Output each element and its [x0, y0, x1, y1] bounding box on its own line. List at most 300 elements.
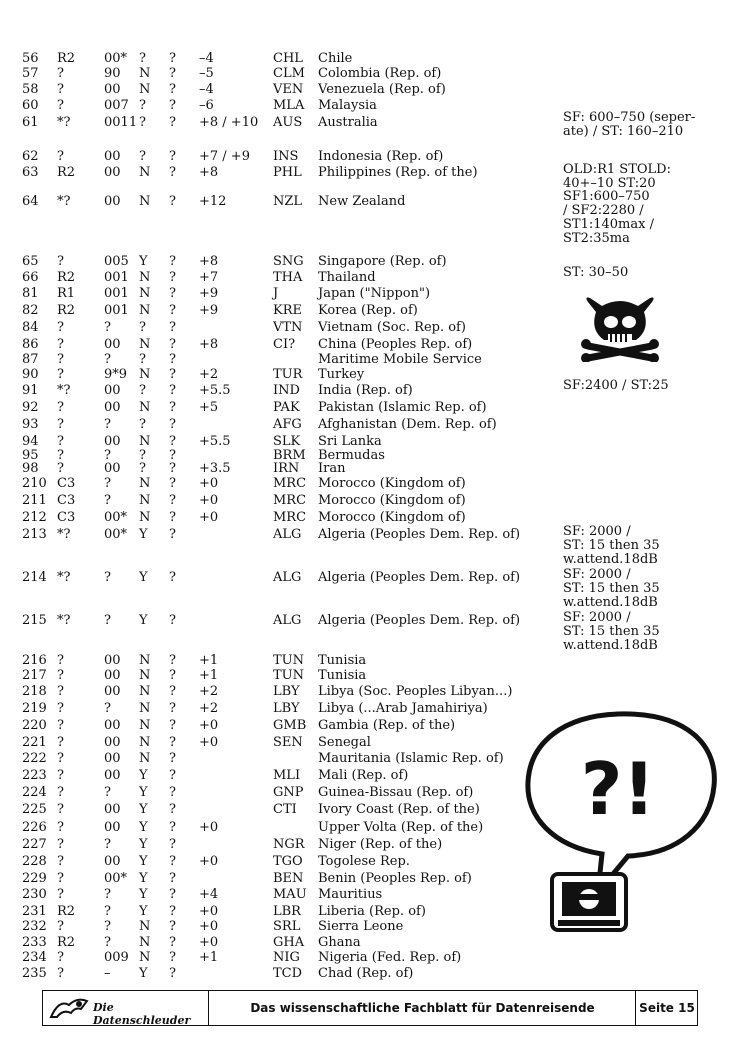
cell-cls: ? [57, 434, 64, 449]
cell-yn: N [139, 510, 151, 525]
note-thailand: ST: 30–50 [563, 265, 629, 280]
cell-code: 00 [104, 461, 121, 476]
cell-abbr: AUS [273, 115, 303, 130]
cell-abbr: NGR [273, 837, 305, 852]
cell-num: 229 [22, 871, 47, 886]
cell-off: +8 [199, 254, 219, 269]
cell-q: ? [169, 854, 176, 869]
cell-off: +2 [199, 701, 219, 716]
cell-num: 213 [22, 527, 47, 542]
cell-cls: ? [57, 871, 64, 886]
cell-q: ? [169, 653, 176, 668]
cell-cls: C3 [57, 510, 76, 525]
cell-abbr: BEN [273, 871, 304, 886]
cell-yn: N [139, 701, 151, 716]
cell-code: ? [104, 352, 111, 367]
cell-cls: ? [57, 837, 64, 852]
cell-code: ? [104, 493, 111, 508]
cell-abbr: CI? [273, 337, 296, 352]
cell-code: ? [104, 919, 111, 934]
cell-name: China (Peoples Rep. of) [318, 337, 473, 352]
cell-name: Maritime Mobile Service [318, 352, 482, 367]
cell-abbr: VEN [273, 82, 304, 97]
cell-num: 61 [22, 115, 39, 130]
cell-q: ? [169, 904, 176, 919]
cell-name: Korea (Rep. of) [318, 303, 418, 318]
cell-yn: Y [139, 966, 148, 981]
cell-abbr: ALG [273, 570, 302, 585]
cell-num: 82 [22, 303, 39, 318]
cell-code: ? [104, 320, 111, 335]
cell-off: +0 [199, 493, 219, 508]
cell-name: Mauritania (Islamic Rep. of) [318, 751, 504, 766]
cell-yn: N [139, 684, 151, 699]
cell-yn: N [139, 653, 151, 668]
cell-name: Libya (Soc. Peoples Libyan...) [318, 684, 513, 699]
cell-off: +0 [199, 735, 219, 750]
cell-off: +12 [199, 194, 227, 209]
cell-yn: N [139, 476, 151, 491]
cell-num: 92 [22, 400, 39, 415]
cell-off: +0 [199, 820, 219, 835]
cell-abbr: TUN [273, 653, 305, 668]
cell-abbr: PHL [273, 165, 302, 180]
cell-name: Morocco (Kingdom of) [318, 493, 466, 508]
cell-code: 00 [104, 434, 121, 449]
cell-code: 00 [104, 668, 121, 683]
cell-off: –5 [199, 66, 214, 81]
cell-name: Algeria (Peoples Dem. Rep. of) [318, 570, 521, 585]
cell-abbr: ALG [273, 613, 302, 628]
cell-cls: ? [57, 684, 64, 699]
cell-abbr: CLM [273, 66, 305, 81]
cell-yn: ? [139, 383, 146, 398]
cell-yn: N [139, 735, 151, 750]
cell-code: 00 [104, 165, 121, 180]
cell-off: +8 [199, 337, 219, 352]
cell-num: 60 [22, 98, 39, 113]
cell-q: ? [169, 966, 176, 981]
cell-code: 00* [104, 527, 128, 542]
cell-code: 00* [104, 510, 128, 525]
cell-name: Benin (Peoples Rep. of) [318, 871, 472, 886]
cell-abbr: J [273, 286, 279, 301]
cell-q: ? [169, 785, 176, 800]
cell-code: 009 [104, 950, 129, 965]
cell-cls: ? [57, 950, 64, 965]
cell-abbr: SEN [273, 735, 303, 750]
cell-cls: R2 [57, 270, 76, 285]
cell-cls: ? [57, 802, 64, 817]
cell-abbr: MRC [273, 510, 307, 525]
cell-num: 87 [22, 352, 39, 367]
cell-off: +0 [199, 718, 219, 733]
cell-abbr: SNG [273, 254, 304, 269]
skull-crossbones-icon [580, 296, 660, 362]
cell-cls: ? [57, 668, 64, 683]
cell-q: ? [169, 254, 176, 269]
cell-num: 234 [22, 950, 47, 965]
cell-cls: C3 [57, 493, 76, 508]
cell-off: +0 [199, 919, 219, 934]
cell-yn: Y [139, 570, 148, 585]
cell-yn: N [139, 286, 151, 301]
cell-code: ? [104, 935, 111, 950]
cell-abbr: PAK [273, 400, 300, 415]
cell-name: Indonesia (Rep. of) [318, 149, 444, 164]
cell-cls: *? [57, 194, 71, 209]
cell-code: 0011 [104, 115, 138, 130]
cell-abbr: TUR [273, 367, 303, 382]
cell-code: 00 [104, 149, 121, 164]
note-algeria-213: SF: 2000 / ST: 15 then 35 w.attend.18dB [563, 524, 660, 567]
cell-num: 232 [22, 919, 47, 934]
note-india: SF:2400 / ST:25 [563, 378, 669, 393]
cell-cls: ? [57, 461, 64, 476]
cell-cls: ? [57, 337, 64, 352]
cell-code: 007 [104, 98, 129, 113]
cell-code: ? [104, 887, 111, 902]
cell-abbr: MLI [273, 768, 301, 783]
cell-name: Togolese Rep. [318, 854, 410, 869]
page-footer [42, 990, 698, 1026]
cell-name: Mali (Rep. of) [318, 768, 409, 783]
cell-yn: Y [139, 613, 148, 628]
cell-abbr: SLK [273, 434, 301, 449]
cell-q: ? [169, 149, 176, 164]
cell-q: ? [169, 871, 176, 886]
cell-cls: ? [57, 254, 64, 269]
cell-name: Tunisia [318, 653, 367, 668]
cell-cls: ? [57, 653, 64, 668]
cell-name: Afghanistan (Dem. Rep. of) [318, 417, 497, 432]
cell-code: 00* [104, 871, 128, 886]
cell-yn: Y [139, 527, 148, 542]
speech-bubble-cartoon [518, 706, 723, 936]
cell-num: 226 [22, 820, 47, 835]
cell-q: ? [169, 735, 176, 750]
cell-cls: ? [57, 448, 64, 463]
cell-off: +1 [199, 668, 219, 683]
cell-off: +5 [199, 400, 219, 415]
cell-off: +0 [199, 935, 219, 950]
cell-off: +1 [199, 950, 219, 965]
cell-yn: N [139, 718, 151, 733]
cell-code: 001 [104, 270, 129, 285]
cell-q: ? [169, 98, 176, 113]
cell-code: 00 [104, 735, 121, 750]
cell-abbr: ALG [273, 527, 302, 542]
cell-num: 222 [22, 751, 47, 766]
cell-q: ? [169, 320, 176, 335]
cell-abbr: CHL [273, 51, 303, 66]
cell-abbr: LBR [273, 904, 301, 919]
cell-q: ? [169, 751, 176, 766]
cell-abbr: MRC [273, 476, 307, 491]
cell-abbr: CTI [273, 802, 297, 817]
cell-q: ? [169, 400, 176, 415]
speech-text: ?! [580, 747, 656, 831]
cell-off: –4 [199, 82, 214, 97]
cell-name: Bermudas [318, 448, 385, 463]
cell-num: 66 [22, 270, 39, 285]
cell-cls: *? [57, 383, 71, 398]
cell-abbr: AFG [273, 417, 302, 432]
cell-yn: ? [139, 149, 146, 164]
cell-q: ? [169, 286, 176, 301]
cell-off: +9 [199, 286, 219, 301]
cell-yn: ? [139, 320, 146, 335]
cell-name: Venezuela (Rep. of) [318, 82, 446, 97]
cell-q: ? [169, 493, 176, 508]
cell-code: ? [104, 785, 111, 800]
cell-cls: R2 [57, 904, 76, 919]
cell-cls: ? [57, 785, 64, 800]
cell-abbr: LBY [273, 701, 300, 716]
footer-tagline: Das wissenschaftliche Fachblatt für Datenreisende [210, 991, 636, 1025]
cell-name: Singapore (Rep. of) [318, 254, 447, 269]
cell-q: ? [169, 352, 176, 367]
cell-num: 58 [22, 82, 39, 97]
cell-yn: N [139, 751, 151, 766]
cell-abbr: TGO [273, 854, 303, 869]
cell-num: 63 [22, 165, 39, 180]
cell-num: 235 [22, 966, 47, 981]
cell-code: 00 [104, 751, 121, 766]
cell-name: Niger (Rep. of the) [318, 837, 443, 852]
cell-off: +7 / +9 [199, 149, 250, 164]
cell-cls: ? [57, 919, 64, 934]
cell-off: +5.5 [199, 434, 231, 449]
cell-name: Chile [318, 51, 353, 66]
cell-abbr: MLA [273, 98, 305, 113]
cell-code: ? [104, 837, 111, 852]
cell-name: Colombia (Rep. of) [318, 66, 442, 81]
cell-name: India (Rep. of) [318, 383, 413, 398]
cell-num: 65 [22, 254, 39, 269]
cell-q: ? [169, 337, 176, 352]
publication-logo: Die Datenschleuder [43, 991, 209, 1025]
cell-q: ? [169, 887, 176, 902]
cell-yn: N [139, 270, 151, 285]
cell-code: 001 [104, 303, 129, 318]
cell-num: 230 [22, 887, 47, 902]
cell-abbr: GHA [273, 935, 305, 950]
cell-off: +2 [199, 367, 219, 382]
cell-code: 00 [104, 400, 121, 415]
cell-num: 95 [22, 448, 39, 463]
cell-name: Malaysia [318, 98, 377, 113]
cell-code: 00 [104, 653, 121, 668]
cell-name: Philippines (Rep. of the) [318, 165, 478, 180]
cell-num: 93 [22, 417, 39, 432]
cell-cls: *? [57, 115, 71, 130]
cell-off: +7 [199, 270, 219, 285]
cell-yn: N [139, 303, 151, 318]
cell-q: ? [169, 613, 176, 628]
cell-abbr: BRM [273, 448, 306, 463]
cell-yn: N [139, 82, 151, 97]
cell-abbr: INS [273, 149, 299, 164]
cell-yn: Y [139, 854, 148, 869]
cell-yn: Y [139, 768, 148, 783]
cell-yn: N [139, 919, 151, 934]
cell-code: 00 [104, 82, 121, 97]
cell-cls: C3 [57, 476, 76, 491]
cell-name: Japan ("Nippon") [318, 286, 431, 301]
cell-off: +4 [199, 887, 219, 902]
cell-cls: ? [57, 718, 64, 733]
cell-yn: ? [139, 115, 146, 130]
cell-name: Chad (Rep. of) [318, 966, 414, 981]
cell-num: 233 [22, 935, 47, 950]
cell-cls: ? [57, 854, 64, 869]
cell-q: ? [169, 510, 176, 525]
cell-cls: ? [57, 768, 64, 783]
cell-cls: ? [57, 400, 64, 415]
cell-name: Tunisia [318, 668, 367, 683]
cell-num: 217 [22, 668, 47, 683]
cell-yn: N [139, 434, 151, 449]
cell-q: ? [169, 434, 176, 449]
cell-name: Senegal [318, 735, 371, 750]
cell-num: 220 [22, 718, 47, 733]
cell-num: 91 [22, 383, 39, 398]
cell-q: ? [169, 417, 176, 432]
cell-q: ? [169, 802, 176, 817]
cell-yn: Y [139, 887, 148, 902]
cell-num: 216 [22, 653, 47, 668]
cell-cls: R2 [57, 303, 76, 318]
cell-abbr: KRE [273, 303, 302, 318]
cell-q: ? [169, 383, 176, 398]
cell-name: Liberia (Rep. of) [318, 904, 426, 919]
cell-off: +8 / +10 [199, 115, 259, 130]
cell-num: 223 [22, 768, 47, 783]
cell-num: 86 [22, 337, 39, 352]
cell-q: ? [169, 66, 176, 81]
cell-q: ? [169, 718, 176, 733]
cell-yn: Y [139, 904, 148, 919]
cell-q: ? [169, 527, 176, 542]
cell-abbr: SRL [273, 919, 301, 934]
cell-cls: ? [57, 820, 64, 835]
cell-cls: ? [57, 966, 64, 981]
cell-yn: ? [139, 352, 146, 367]
cell-q: ? [169, 701, 176, 716]
cell-q: ? [169, 935, 176, 950]
cell-yn: N [139, 950, 151, 965]
cell-num: 62 [22, 149, 39, 164]
cell-num: 225 [22, 802, 47, 817]
cell-abbr: MRC [273, 493, 307, 508]
cell-name: Turkey [318, 367, 365, 382]
cell-q: ? [169, 194, 176, 209]
cell-q: ? [169, 303, 176, 318]
cell-code: 00 [104, 820, 121, 835]
cell-code: ? [104, 417, 111, 432]
cell-off: +3.5 [199, 461, 231, 476]
cell-name: Sierra Leone [318, 919, 404, 934]
cell-num: 94 [22, 434, 39, 449]
cell-q: ? [169, 461, 176, 476]
note-philippines: OLD:R1 STOLD: 40+–10 ST:20 [563, 162, 671, 191]
cell-cls: *? [57, 613, 71, 628]
cell-q: ? [169, 476, 176, 491]
cell-name: Iran [318, 461, 346, 476]
cell-num: 224 [22, 785, 47, 800]
note-australia: SF: 600–750 (seper- ate) / ST: 160–210 [563, 110, 696, 139]
cell-yn: N [139, 668, 151, 683]
cell-num: 228 [22, 854, 47, 869]
cell-num: 98 [22, 461, 39, 476]
cell-code: 00 [104, 854, 121, 869]
cell-code: 005 [104, 254, 129, 269]
cell-code: – [104, 966, 111, 981]
cell-yn: Y [139, 802, 148, 817]
cell-cls: ? [57, 149, 64, 164]
cell-cls: R2 [57, 935, 76, 950]
cell-code: 001 [104, 286, 129, 301]
cell-yn: N [139, 400, 151, 415]
cell-name: Morocco (Kingdom of) [318, 476, 466, 491]
cell-num: 57 [22, 66, 39, 81]
cell-name: Ivory Coast (Rep. of the) [318, 802, 480, 817]
cell-code: 00 [104, 194, 121, 209]
cell-num: 214 [22, 570, 47, 585]
cell-cls: R2 [57, 51, 76, 66]
cell-cls: *? [57, 527, 71, 542]
cell-q: ? [169, 165, 176, 180]
cell-q: ? [169, 570, 176, 585]
cell-name: Algeria (Peoples Dem. Rep. of) [318, 527, 521, 542]
cell-abbr: TUN [273, 668, 305, 683]
cell-off: +9 [199, 303, 219, 318]
cell-abbr: TCD [273, 966, 303, 981]
cell-q: ? [169, 668, 176, 683]
cell-yn: ? [139, 51, 146, 66]
cell-q: ? [169, 684, 176, 699]
cell-name: Nigeria (Fed. Rep. of) [318, 950, 462, 965]
cell-q: ? [169, 367, 176, 382]
telephone-terminal-icon [552, 874, 626, 930]
cell-yn: N [139, 367, 151, 382]
cell-yn: ? [139, 98, 146, 113]
cell-yn: Y [139, 254, 148, 269]
cell-name: Vietnam (Soc. Rep. of) [318, 320, 466, 335]
cell-num: 227 [22, 837, 47, 852]
cell-cls: *? [57, 570, 71, 585]
cell-code: 00 [104, 802, 121, 817]
cell-q: ? [169, 82, 176, 97]
cell-yn: ? [139, 417, 146, 432]
note-algeria-214: SF: 2000 / ST: 15 then 35 w.attend.18dB [563, 567, 660, 610]
cell-name: Ghana [318, 935, 361, 950]
cell-abbr: GNP [273, 785, 304, 800]
cell-name: Australia [318, 115, 378, 130]
cell-q: ? [169, 919, 176, 934]
cell-abbr: VTN [273, 320, 303, 335]
cell-name: Upper Volta (Rep. of the) [318, 820, 484, 835]
cell-num: 64 [22, 194, 39, 209]
cell-code: ? [104, 904, 111, 919]
cell-cls: ? [57, 352, 64, 367]
cell-off: +1 [199, 653, 219, 668]
cell-cls: ? [57, 417, 64, 432]
cell-num: 84 [22, 320, 39, 335]
cell-off: –6 [199, 98, 214, 113]
cell-abbr: NIG [273, 950, 300, 965]
